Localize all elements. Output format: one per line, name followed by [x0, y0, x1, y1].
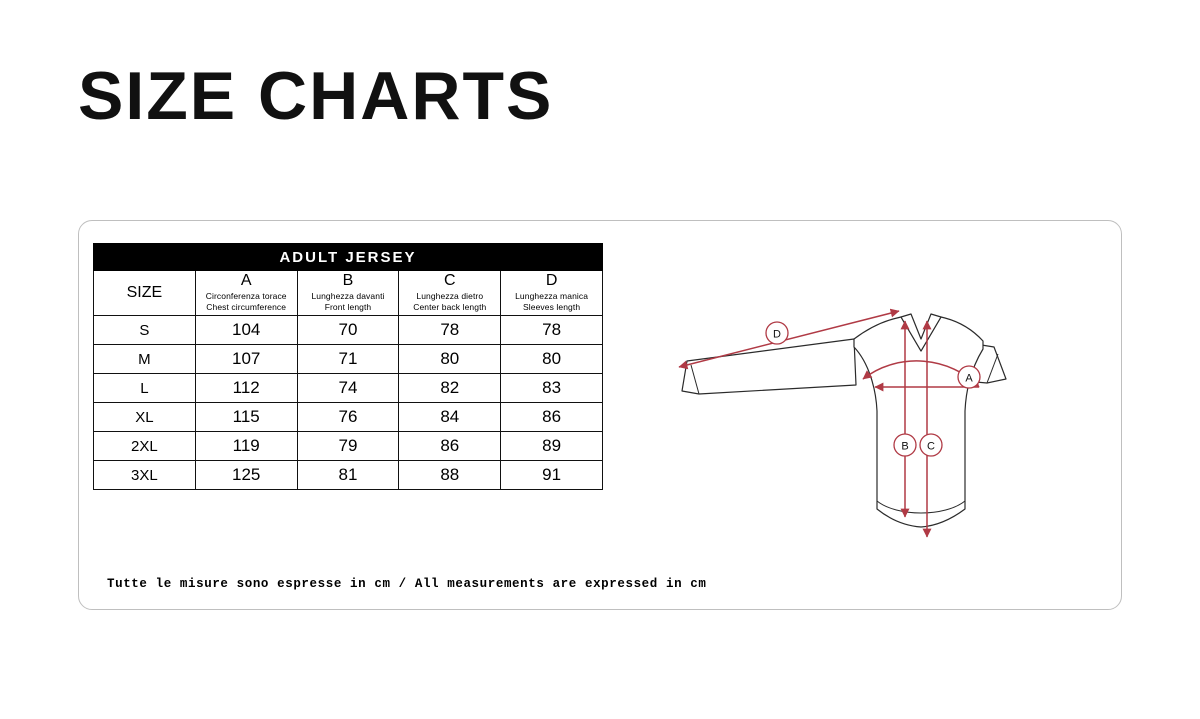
cell-a: 112 [195, 374, 297, 403]
cell-b: 71 [297, 345, 399, 374]
cell-c: 80 [399, 345, 501, 374]
cell-c: 84 [399, 403, 501, 432]
column-header-a [195, 271, 297, 316]
column-header-size: SIZE [94, 271, 196, 316]
cell-c: 86 [399, 432, 501, 461]
table-row [94, 316, 603, 345]
table-row [94, 345, 603, 374]
table-title: ADULT JERSEY [94, 244, 603, 271]
cell-size: S [94, 316, 196, 345]
table-header-row [94, 271, 603, 316]
cell-c: 78 [399, 316, 501, 345]
column-header-a-en: Chest circumference [206, 301, 287, 312]
column-header-b [297, 271, 399, 316]
marker-d-label: D [773, 328, 781, 341]
cell-a: 119 [195, 432, 297, 461]
cell-d: 91 [501, 461, 603, 490]
cell-b: 74 [297, 374, 399, 403]
column-header-c [399, 271, 501, 316]
cell-d: 83 [501, 374, 603, 403]
marker-c [920, 434, 942, 456]
cell-c: 88 [399, 461, 501, 490]
column-header-b-it: Lunghezza davanti [311, 291, 385, 302]
cell-a: 104 [195, 316, 297, 345]
table-row [94, 374, 603, 403]
cell-a: 125 [195, 461, 297, 490]
column-header-d-it: Lunghezza manica [515, 291, 589, 302]
table-row [94, 432, 603, 461]
marker-b-label: B [901, 440, 909, 453]
cell-d: 89 [501, 432, 603, 461]
column-header-d-letter: D [545, 272, 558, 290]
cell-a: 107 [195, 345, 297, 374]
marker-b [894, 434, 916, 456]
cell-b: 76 [297, 403, 399, 432]
measurement-units-note: Tutte le misure sono espresse in cm / All measurements are expressed in cm [107, 577, 707, 591]
table-title-row [94, 244, 603, 271]
cell-c: 82 [399, 374, 501, 403]
cell-b: 70 [297, 316, 399, 345]
column-header-b-letter: B [342, 272, 354, 290]
cell-b: 79 [297, 432, 399, 461]
cell-size: 2XL [94, 432, 196, 461]
column-header-a-it: Circonferenza torace [205, 291, 287, 302]
cell-size: L [94, 374, 196, 403]
page-title: SIZE CHARTS [78, 58, 554, 134]
marker-a-label: A [965, 372, 973, 385]
column-header-c-letter: C [444, 272, 456, 290]
marker-a [958, 366, 980, 388]
marker-c-label: C [927, 440, 935, 453]
cell-size: 3XL [94, 461, 196, 490]
cell-a: 115 [195, 403, 297, 432]
size-chart-card [78, 220, 1122, 610]
size-table [93, 243, 603, 490]
column-header-a-letter: A [240, 272, 252, 290]
cell-d: 78 [501, 316, 603, 345]
column-header-c-en: Center back length [413, 301, 487, 312]
cell-d: 86 [501, 403, 603, 432]
cell-d: 80 [501, 345, 603, 374]
cell-b: 81 [297, 461, 399, 490]
table-row [94, 403, 603, 432]
cell-size: M [94, 345, 196, 374]
table-row [94, 461, 603, 490]
column-header-d-en: Sleeves length [523, 301, 581, 312]
column-header-c-it: Lunghezza dietro [416, 291, 484, 302]
jersey-diagram [579, 229, 1109, 559]
jersey-outline-icon [682, 314, 1006, 527]
column-header-b-en: Front length [324, 301, 372, 312]
cell-size: XL [94, 403, 196, 432]
marker-d [766, 322, 788, 344]
size-table-container [93, 243, 603, 490]
